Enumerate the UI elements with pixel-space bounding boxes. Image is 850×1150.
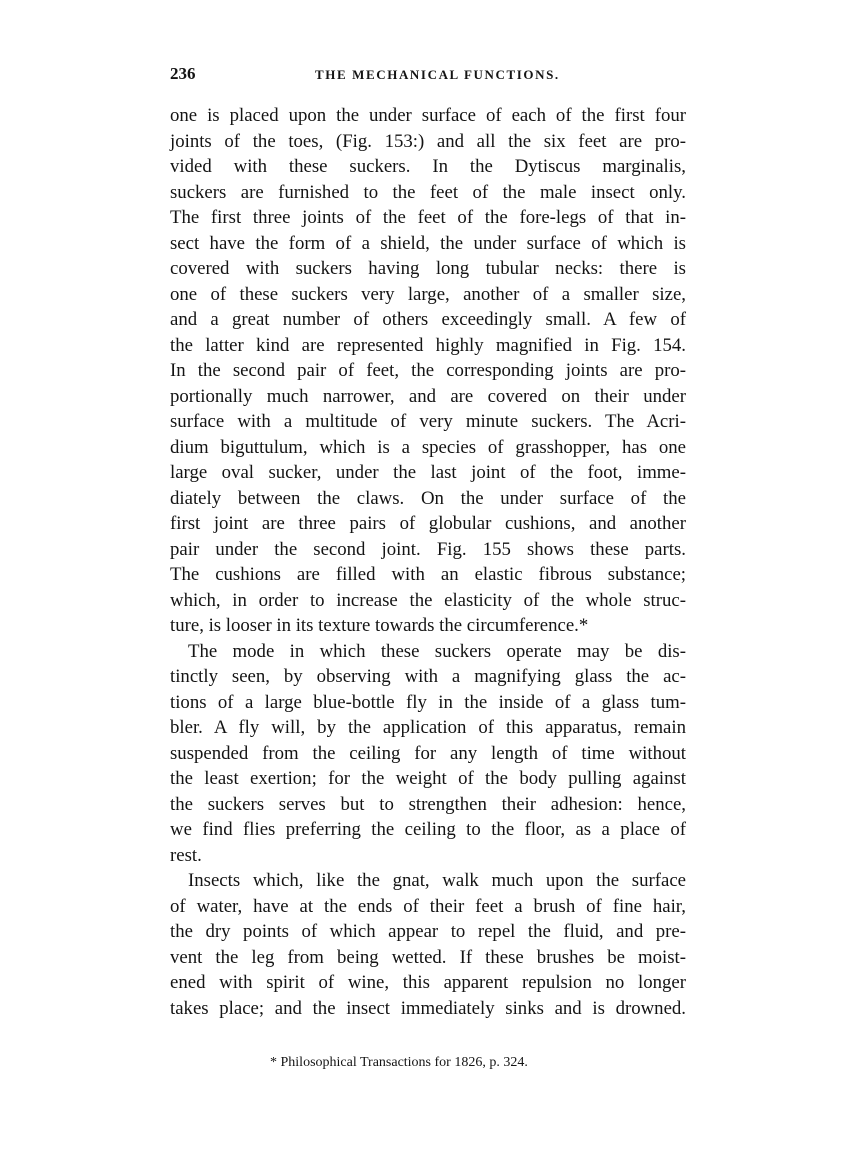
text-line: suspended from the ceiling for any length of time without	[170, 742, 686, 764]
text-line: pair under the second joint. Fig. 155 shows these parts.	[170, 538, 686, 560]
text-line: one of these suckers very large, another of a smaller size,	[170, 283, 686, 305]
text-line: ture, is looser in its texture towards the circumference.*	[170, 615, 589, 636]
page-header	[170, 58, 686, 88]
text-line: one is placed upon the under surface of each of the first four	[170, 105, 686, 126]
text-line: vent the leg from being wetted. If these brushes be moist-	[170, 946, 686, 968]
text-line: Insects which, like the gnat, walk much upon the surface	[188, 870, 686, 891]
text-line: The mode in which these suckers operate may be dis-	[188, 640, 686, 662]
text-line: diately between the claws. On the under surface of the	[170, 487, 686, 509]
text-line: large oval sucker, under the last joint of the foot, imme-	[170, 462, 686, 483]
text-line: portionally much narrower, and are covered on their under	[170, 385, 686, 407]
text-line: first joint are three pairs of globular cushions, and another	[170, 513, 686, 534]
text-line: the suckers serves but to strengthen their adhesion: hence,	[170, 793, 686, 815]
text-line: The cushions are filled with an elastic fibrous substance;	[170, 564, 686, 585]
text-line: which, in order to increase the elasticity of the whole struc-	[170, 589, 686, 611]
page-number: 236	[170, 64, 196, 83]
text-line: bler. A fly will, by the application of this apparatus, remain	[170, 717, 686, 738]
text-line: In the second pair of feet, the corresponding joints are pro-	[170, 360, 686, 381]
body-text	[170, 103, 686, 1021]
text-line: sect have the form of a shield, the under surface of which is	[170, 232, 686, 254]
text-line: of water, have at the ends of their feet a brush of fine hair,	[170, 895, 686, 917]
text-line: vided with these suckers. In the Dytiscus marginalis,	[170, 156, 686, 177]
text-line: the least exertion; for the weight of the body pulling against	[170, 768, 686, 789]
text-line: rest.	[170, 844, 202, 866]
text-line: the latter kind are represented highly magnified in Fig. 154.	[170, 334, 686, 356]
text-line: The first three joints of the feet of the fore-legs of that in-	[170, 207, 686, 228]
text-line: ened with spirit of wine, this apparent repulsion no longer	[170, 972, 686, 993]
text-line: and a great number of others exceedingly small. A few of	[170, 309, 686, 330]
text-line: takes place; and the insect immediately sinks and is drowned.	[170, 997, 686, 1019]
text-line: dium biguttulum, which is a species of grasshopper, has one	[170, 436, 686, 458]
running-head: THE MECHANICAL FUNCTIONS.	[315, 67, 560, 82]
text-line: tinctly seen, by observing with a magnifying glass the ac-	[170, 666, 686, 687]
text-line: suckers are furnished to the feet of the male insect only.	[170, 181, 686, 203]
text-line: surface with a multitude of very minute suckers. The Acri-	[170, 411, 686, 432]
text-line: covered with suckers having long tubular necks: there is	[170, 258, 686, 279]
book-page	[170, 58, 686, 1021]
text-line: we find flies preferring the ceiling to the floor, as a place of	[170, 819, 686, 840]
footnote: * Philosophical Transactions for 1826, p. 324.	[270, 1055, 528, 1070]
text-line: the dry points of which appear to repel the fluid, and pre-	[170, 921, 686, 942]
text-line: joints of the toes, (Fig. 153:) and all the six feet are pro-	[170, 130, 686, 152]
text-line: tions of a large blue-bottle fly in the inside of a glass tum-	[170, 691, 686, 713]
